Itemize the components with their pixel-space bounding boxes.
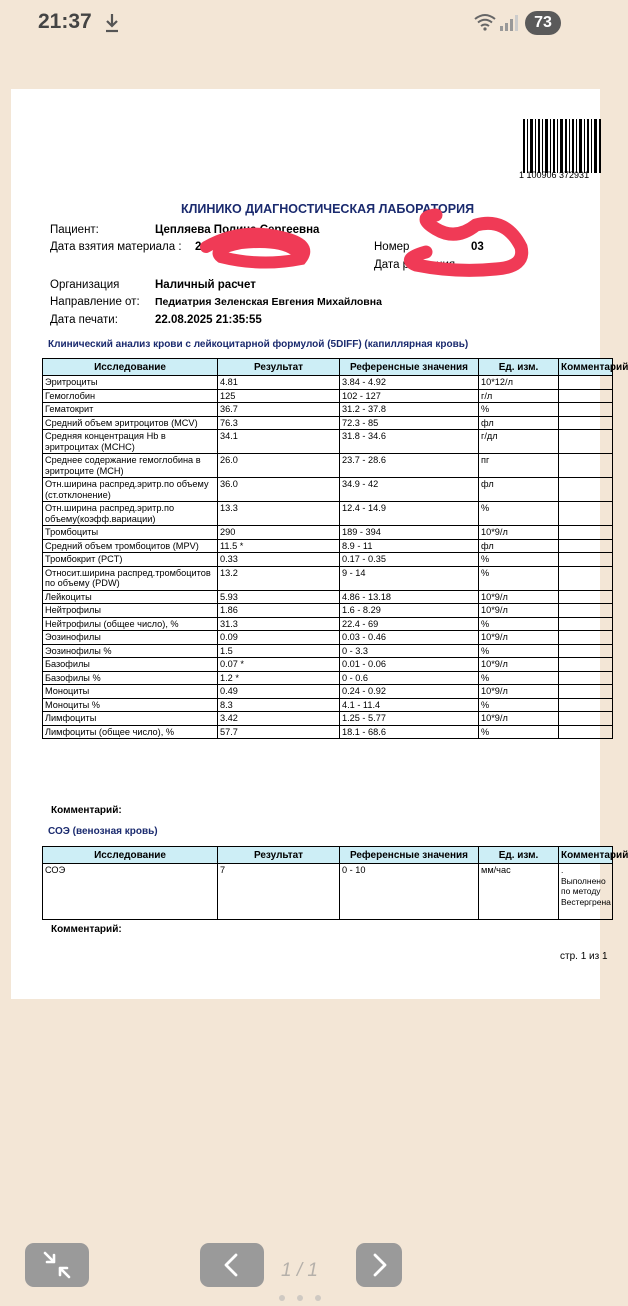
table-row [43, 725, 613, 739]
cell-comment: . Выполнено по методу Вестергрена [559, 864, 613, 920]
cell-test-name: Тромбоциты [43, 526, 218, 540]
cell-result: 4.81 [218, 376, 340, 390]
cell-result: 13.3 [218, 502, 340, 526]
download-icon [104, 12, 120, 34]
cell-reference: 22.4 - 69 [340, 617, 479, 631]
column-header: Комментарий [559, 847, 613, 864]
cell-reference: 18.1 - 68.6 [340, 725, 479, 739]
cell-reference: 34.9 - 42 [340, 478, 479, 502]
chevron-left-icon [200, 1243, 264, 1287]
cell-unit: фл [479, 416, 559, 430]
cbc-table [42, 358, 628, 739]
cell-test-name: Средний объем тромбоцитов (MPV) [43, 539, 218, 553]
column-header: Референсные значения [340, 847, 479, 864]
table-row [43, 430, 613, 454]
document-page [11, 89, 628, 999]
barcode-number: 1 100906 372931 [519, 170, 590, 180]
cell-test-name: Нейтрофилы [43, 604, 218, 618]
table-row [43, 416, 613, 430]
cell-reference: 0 - 10 [340, 864, 479, 920]
cell-test-name: Тромбокрит (PCT) [43, 553, 218, 567]
cell-unit: 10*9/л [479, 631, 559, 645]
cell-reference: 1.25 - 5.77 [340, 712, 479, 726]
cell-unit: 10*9/л [479, 604, 559, 618]
comment-label: Комментарий: [51, 805, 122, 816]
cell-test-name: Эритроциты [43, 376, 218, 390]
cell-unit: % [479, 671, 559, 685]
cell-unit: г/л [479, 389, 559, 403]
cell-comment [559, 502, 613, 526]
cell-unit: % [479, 617, 559, 631]
cell-result: 1.2 * [218, 671, 340, 685]
cell-result: 36.0 [218, 478, 340, 502]
cell-unit: % [479, 403, 559, 417]
cell-test-name: Эозинофилы [43, 631, 218, 645]
cell-result: 57.7 [218, 725, 340, 739]
table-row [43, 526, 613, 540]
sample-date-label: Дата взятия материала : [50, 241, 182, 253]
cell-unit: 10*9/л [479, 590, 559, 604]
table-row [43, 698, 613, 712]
cell-test-name: Среднее содержание гемоглобина в эритроците (MCH) [43, 454, 218, 478]
lab-title: КЛИНИКО ДИАГНОСТИЧЕСКАЯ ЛАБОРАТОРИЯ [181, 202, 475, 216]
cell-test-name: Лейкоциты [43, 590, 218, 604]
cell-result: 26.0 [218, 454, 340, 478]
cell-result: 0.09 [218, 631, 340, 645]
number-label: Номер [374, 241, 410, 253]
cell-result: 290 [218, 526, 340, 540]
cell-reference: 0 - 3.3 [340, 644, 479, 658]
cell-unit: фл [479, 478, 559, 502]
column-header: Результат [218, 847, 340, 864]
cell-reference: 31.2 - 37.8 [340, 403, 479, 417]
sample-date-value: 2 [195, 241, 202, 253]
cell-reference: 9 - 14 [340, 566, 479, 590]
cell-test-name: Базофилы % [43, 671, 218, 685]
redaction-scribble [201, 219, 321, 269]
cell-comment [559, 526, 613, 540]
column-header: Комментарий [559, 359, 613, 376]
number-value: 03 [471, 241, 484, 253]
cell-reference: 4.1 - 11.4 [340, 698, 479, 712]
cell-test-name: Средний объем эритроцитов (MCV) [43, 416, 218, 430]
cell-test-name: Лимфоциты (общее число), % [43, 725, 218, 739]
next-page-button[interactable] [356, 1243, 402, 1287]
cell-unit: % [479, 698, 559, 712]
cell-comment [559, 617, 613, 631]
cell-comment [559, 454, 613, 478]
organization-value: Наличный расчет [155, 279, 256, 291]
cell-test-name: Базофилы [43, 658, 218, 672]
cell-result: 0.07 * [218, 658, 340, 672]
cell-comment [559, 671, 613, 685]
cell-reference: 72.3 - 85 [340, 416, 479, 430]
chevron-right-icon [356, 1243, 402, 1287]
esr-section-title: СОЭ (венозная кровь) [48, 826, 158, 837]
cell-result: 7 [218, 864, 340, 920]
table-header-row [43, 847, 613, 864]
cell-comment [559, 644, 613, 658]
cell-comment [559, 658, 613, 672]
table-row [43, 864, 613, 920]
cell-reference: 189 - 394 [340, 526, 479, 540]
cell-result: 3.42 [218, 712, 340, 726]
cell-test-name: Отн.ширина распред.эритр.по объему (ст.отклонение) [43, 478, 218, 502]
cell-unit: % [479, 502, 559, 526]
cell-reference: 0.24 - 0.92 [340, 685, 479, 699]
cell-unit: 10*9/л [479, 712, 559, 726]
organization-label: Организация [50, 279, 120, 291]
cell-comment [559, 539, 613, 553]
cell-result: 76.3 [218, 416, 340, 430]
table-row [43, 644, 613, 658]
cell-comment [559, 698, 613, 712]
cell-result: 13.2 [218, 566, 340, 590]
table-row [43, 658, 613, 672]
cell-comment [559, 430, 613, 454]
comment-label: Комментарий: [51, 924, 122, 935]
clock: 21:37 [38, 10, 92, 33]
signal-icon [499, 15, 519, 31]
table-row [43, 376, 613, 390]
cell-reference: 23.7 - 28.6 [340, 454, 479, 478]
cell-comment [559, 389, 613, 403]
cell-reference: 0.17 - 0.35 [340, 553, 479, 567]
cell-comment [559, 403, 613, 417]
patient-label: Пациент: [50, 224, 99, 236]
barcode [523, 119, 603, 173]
cell-result: 5.93 [218, 590, 340, 604]
cell-comment [559, 590, 613, 604]
esr-table [42, 846, 628, 920]
table-row [43, 553, 613, 567]
table-row [43, 617, 613, 631]
exit-fullscreen-button[interactable] [25, 1243, 89, 1287]
cell-unit: пг [479, 454, 559, 478]
cell-result: 36.7 [218, 403, 340, 417]
referral-value: Педиатрия Зеленская Евгения Михайловна [155, 296, 382, 308]
cell-result: 0.49 [218, 685, 340, 699]
column-header: Ед. изм. [479, 359, 559, 376]
cell-test-name: Моноциты % [43, 698, 218, 712]
table-row [43, 590, 613, 604]
cell-result: 1.86 [218, 604, 340, 618]
cell-test-name: Отн.ширина распред.эритр.по объему(коэфф.вариации) [43, 502, 218, 526]
cell-test-name: Эозинофилы % [43, 644, 218, 658]
cell-reference: 0 - 0.6 [340, 671, 479, 685]
referral-label: Направление от: [50, 296, 140, 308]
cell-comment [559, 685, 613, 699]
prev-page-button[interactable] [200, 1243, 264, 1287]
table-row [43, 539, 613, 553]
cell-comment [559, 712, 613, 726]
cell-test-name: Гемоглобин [43, 389, 218, 403]
cell-comment [559, 478, 613, 502]
battery-indicator: 73 [525, 11, 561, 35]
table-row [43, 685, 613, 699]
cell-unit: мм/час [479, 864, 559, 920]
redaction-scribble [396, 207, 546, 282]
column-header: Исследование [43, 359, 218, 376]
cell-reference: 3.84 - 4.92 [340, 376, 479, 390]
cell-result: 8.3 [218, 698, 340, 712]
page-number: стр. 1 из 1 [560, 951, 608, 962]
page-dots [279, 1288, 333, 1306]
cbc-section-title: Клинический анализ крови с лейкоцитарной формулой (5DIFF) (капиллярная кровь) [48, 339, 469, 350]
cell-test-name: Лимфоциты [43, 712, 218, 726]
cell-test-name: Гематокрит [43, 403, 218, 417]
cell-comment [559, 566, 613, 590]
column-header: Референсные значения [340, 359, 479, 376]
collapse-icon [25, 1243, 89, 1287]
cell-unit: % [479, 566, 559, 590]
cell-comment [559, 376, 613, 390]
cell-test-name: Нейтрофилы (общее число), % [43, 617, 218, 631]
column-header: Ед. изм. [479, 847, 559, 864]
cell-reference: 102 - 127 [340, 389, 479, 403]
table-header-row [43, 359, 613, 376]
cell-reference: 0.01 - 0.06 [340, 658, 479, 672]
table-row [43, 454, 613, 478]
cell-result: 34.1 [218, 430, 340, 454]
cell-unit: г/дл [479, 430, 559, 454]
page-indicator: 1 / 1 [281, 1260, 318, 1281]
cell-comment [559, 553, 613, 567]
table-row [43, 631, 613, 645]
patient-name: Цепляева Полина Сергеевна [155, 224, 320, 236]
cell-reference: 4.86 - 13.18 [340, 590, 479, 604]
table-row [43, 502, 613, 526]
cell-test-name: Относит.ширина распред.тромбоцитов по объему (PDW) [43, 566, 218, 590]
cell-unit: 10*12/л [479, 376, 559, 390]
table-row [43, 389, 613, 403]
cell-unit: % [479, 644, 559, 658]
cell-comment [559, 725, 613, 739]
cell-result: 0.33 [218, 553, 340, 567]
wifi-icon [474, 13, 496, 31]
table-row [43, 712, 613, 726]
print-date-value: 22.08.2025 21:35:55 [155, 314, 262, 326]
cell-unit: 10*9/л [479, 685, 559, 699]
cell-unit: % [479, 553, 559, 567]
cell-comment [559, 416, 613, 430]
cell-reference: 31.8 - 34.6 [340, 430, 479, 454]
cell-result: 125 [218, 389, 340, 403]
table-row [43, 671, 613, 685]
table-row [43, 403, 613, 417]
birth-date-label: Дата рождения [374, 259, 456, 271]
cell-unit: 10*9/л [479, 658, 559, 672]
cell-result: 1.5 [218, 644, 340, 658]
cell-reference: 1.6 - 8.29 [340, 604, 479, 618]
cell-comment [559, 631, 613, 645]
cell-unit: 10*9/л [479, 526, 559, 540]
cell-test-name: Средняя концентрация Hb в эритроцитах (MCHC) [43, 430, 218, 454]
cell-reference: 12.4 - 14.9 [340, 502, 479, 526]
cell-test-name: СОЭ [43, 864, 218, 920]
print-date-label: Дата печати: [50, 314, 118, 326]
cell-reference: 8.9 - 11 [340, 539, 479, 553]
table-row [43, 604, 613, 618]
cell-test-name: Моноциты [43, 685, 218, 699]
column-header: Результат [218, 359, 340, 376]
cell-comment [559, 604, 613, 618]
table-row [43, 566, 613, 590]
cell-result: 31.3 [218, 617, 340, 631]
cell-reference: 0.03 - 0.46 [340, 631, 479, 645]
column-header: Исследование [43, 847, 218, 864]
cell-unit: % [479, 725, 559, 739]
cell-unit: фл [479, 539, 559, 553]
table-row [43, 478, 613, 502]
cell-result: 11.5 * [218, 539, 340, 553]
status-bar [0, 0, 600, 50]
